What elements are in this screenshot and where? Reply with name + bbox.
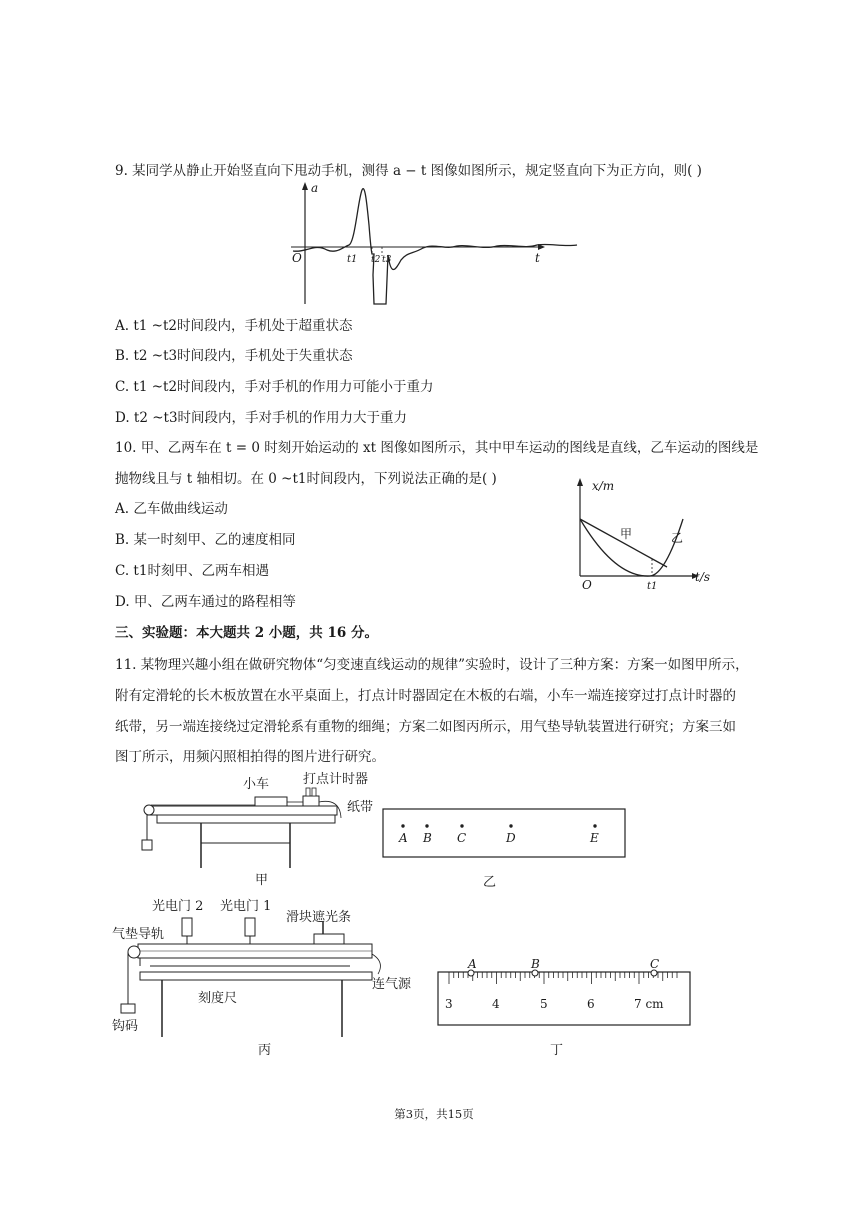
fig-yi-point-d: D [506,831,516,845]
q10-option-a: A. 乙车做曲线运动 [115,501,228,517]
fig-yi [380,806,630,895]
fig-bing-weight-label: 钩码 [112,1019,139,1034]
q10-stem-line2: 抛物线且与 t 轴相切。在 0 ~t1时间段内，下列说法正确的是( ) [115,471,497,487]
fig-yi-point-a: A [399,831,408,845]
fig-jia-timer-label: 打点计时器 [303,772,369,787]
fig-ding-tick-5: 5 [540,997,548,1011]
q9-y-axis-label: a [311,181,319,195]
q11-line-4: 图丁所示，用频闪照相拍得的图片进行研究。 [115,749,385,765]
fig-yi-caption: 乙 [483,875,497,890]
fig-yi-point-c: C [457,831,467,845]
q9-t2-label: t2 [371,255,381,265]
q9-option-c: C. t1 ~t2时间段内，手对手机的作用力可能小于重力 [115,379,434,395]
fig-ding-point-a: A [468,957,477,971]
q10-stem-line1: 10. 甲、乙两车在 t = 0 时刻开始运动的 xt 图像如图所示，其中甲车运动的图线是直线，乙车运动的图线是 [115,440,759,456]
q10-xt-graph [565,475,725,599]
q9-option-a: A. t1 ~t2时间段内，手机处于超重状态 [115,318,353,334]
q10-option-c: C. t1时刻甲、乙两车相遇 [115,563,269,579]
q10-option-b: B. 某一时刻甲、乙的速度相同 [115,532,296,548]
q9-option-b: B. t2 ~t3时间段内，手机处于失重状态 [115,348,353,364]
page-footer: 第3页，共15页 [394,1107,474,1121]
fig-bing-gate2-label: 光电门 2 [152,899,204,914]
fig-ding-point-c: C [650,957,660,971]
q9-at-graph [285,180,585,312]
fig-ding-tick-6: 6 [587,997,595,1011]
fig-ding [435,952,695,1066]
fig-bing-gate1-label: 光电门 1 [220,899,272,914]
fig-ding-tick-7: 7 cm [634,997,664,1011]
fig-ding-tick-4: 4 [492,997,500,1011]
fig-ding-point-b: B [531,957,540,971]
q11-line-3: 纸带，另一端连接绕过定滑轮系有重物的细绳；方案二如图丙所示，用气垫导轨装置进行研究；方案三如 [115,719,736,735]
q10-line-yi-label: 乙 [671,531,684,545]
fig-jia-caption: 甲 [255,873,269,888]
fig-bing-ruler-label: 刻度尺 [198,991,238,1006]
q9-option-d: D. t2 ~t3时间段内，手对手机的作用力大于重力 [115,410,408,426]
q9-x-axis-label: t [535,251,540,265]
fig-yi-point-e: E [590,831,599,845]
q10-x-axis-label: t/s [695,570,711,584]
fig-yi-point-b: B [423,831,432,845]
fig-jia [135,768,375,892]
section-3-title: 三、实验题：本大题共 2 小题，共 16 分。 [115,625,378,641]
q10-line-jia-label: 甲 [620,527,633,541]
q9-stem: 9. 某同学从静止开始竖直向下甩动手机，测得 a − t 图像如图所示，规定竖直向下为正方向，则( ) [115,163,702,179]
fig-ding-caption: 丁 [550,1043,564,1058]
q9-origin-label: O [292,251,302,265]
q10-origin-label: O [582,578,592,592]
q10-t1-label: t1 [647,581,658,592]
fig-jia-tape-label: 纸带 [347,800,374,815]
q10-option-d: D. 甲、乙两车通过的路程相等 [115,594,296,610]
fig-bing-caption: 丙 [258,1043,272,1058]
q11-line-1: 11. 某物理兴趣小组在做研究物体“匀变速直线运动的规律”实验时，设计了三种方案：方案一如图甲所示， [115,657,749,673]
q10-y-axis-label: x/m [592,479,615,493]
q9-t3-label: t3 [382,255,392,265]
q9-t1-label: t1 [347,254,358,265]
fig-bing [110,892,430,1066]
fig-bing-slider-label: 滑块遮光条 [286,910,352,925]
fig-ding-tick-3: 3 [445,997,453,1011]
fig-jia-cart-label: 小车 [243,777,270,792]
fig-bing-track-label: 气垫导轨 [112,927,165,942]
q11-line-2: 附有定滑轮的长木板放置在水平桌面上，打点计时器固定在木板的右端，小车一端连接穿过打点计时器的 [115,688,736,704]
fig-bing-air-label: 连气源 [372,977,412,992]
